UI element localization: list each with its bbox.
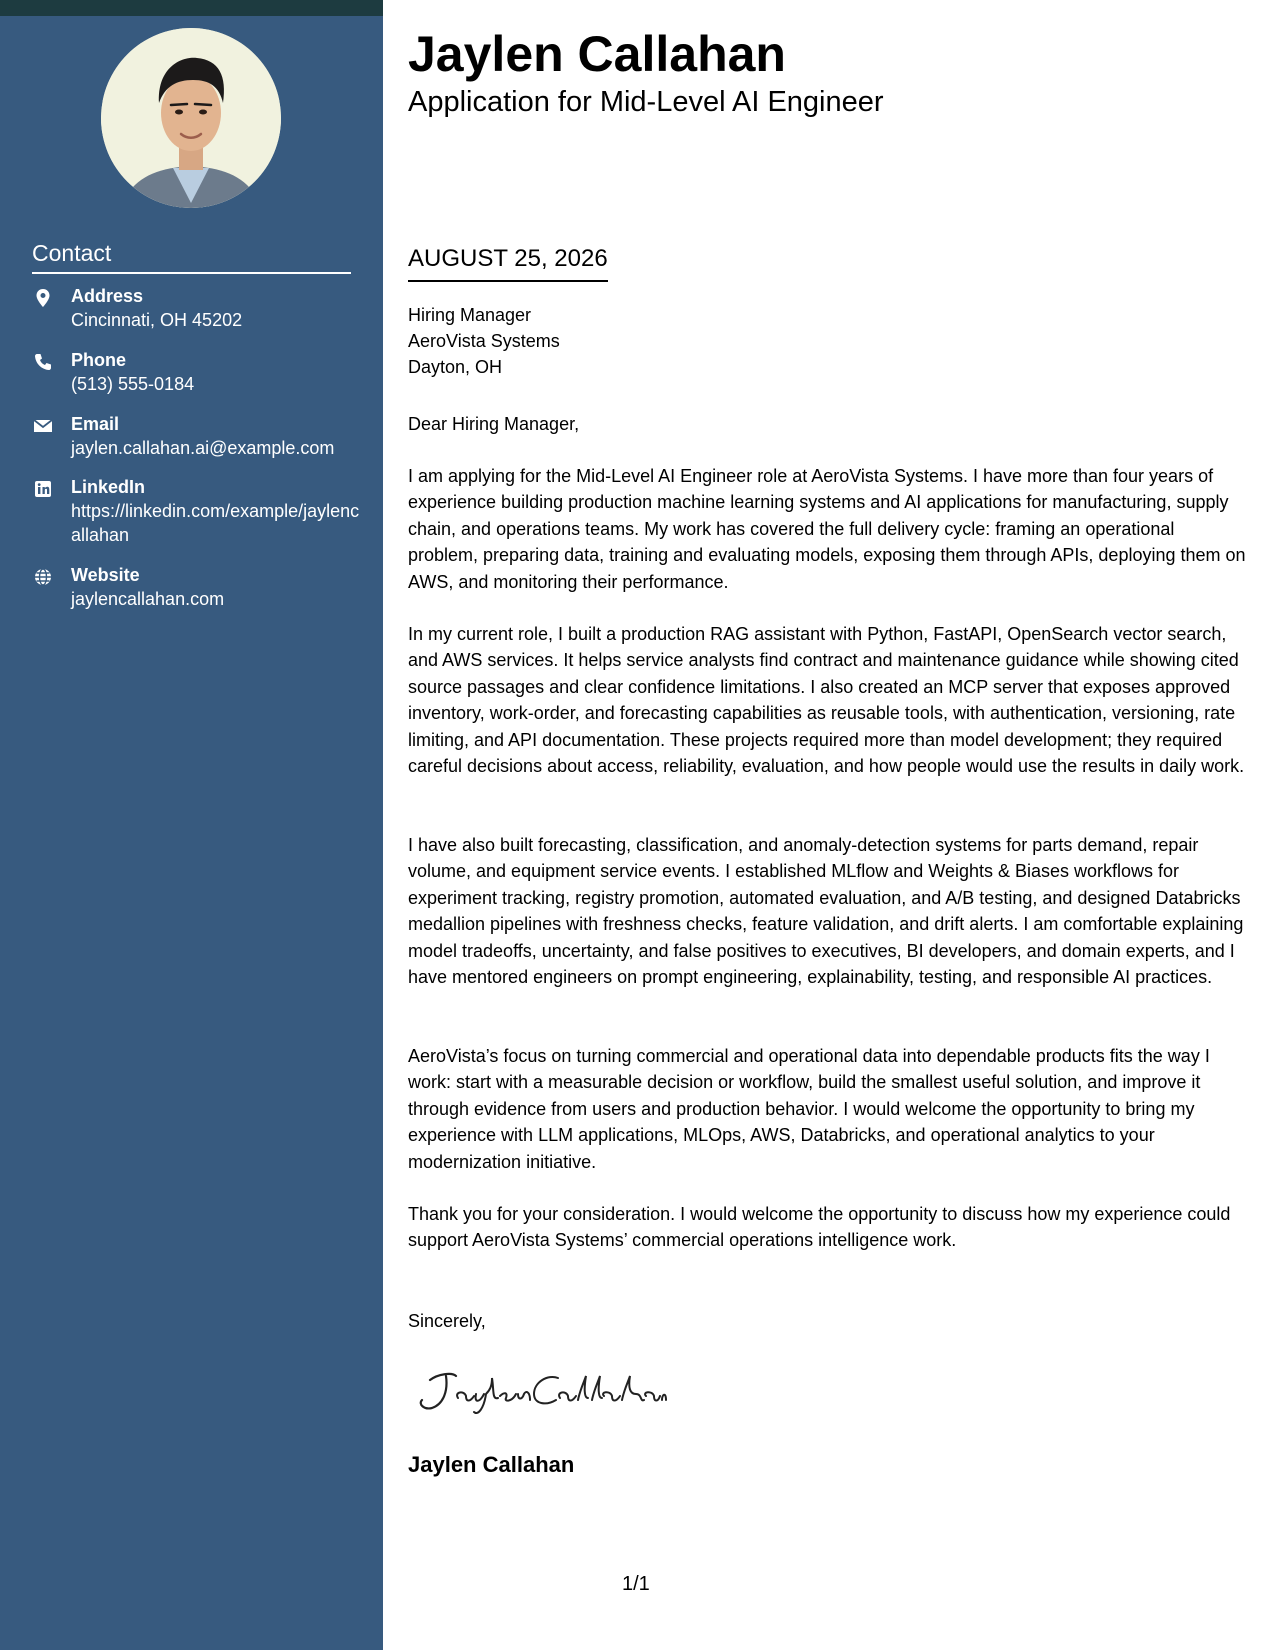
salutation: Dear Hiring Manager,: [408, 414, 580, 434]
globe-icon: [32, 566, 54, 588]
recipient-location: Dayton, OH: [408, 357, 503, 377]
recipient-company: AeroVista Systems: [408, 331, 560, 351]
phone-label: Phone: [71, 350, 127, 370]
application-subtitle: Application for Mid-Level AI Engineer: [408, 86, 884, 118]
address-label: Address: [71, 286, 144, 306]
page-number: 1/1: [622, 1573, 650, 1595]
profile-photo: [101, 28, 281, 208]
applicant-name: Jaylen Callahan: [408, 26, 786, 82]
phone-value: (513) 555-0184: [71, 374, 195, 394]
location-pin-icon: [32, 287, 54, 309]
paragraph-1: I am applying for the Mid-Level AI Engineer role at AeroVista Systems. I have more than four years of experience building production machine learning systems and AI applications for manufacturing, supply chain, and operations teams. My work has covered the full delivery cycle: framing an operational problem, preparing data, training and evaluating models, exposing them through APIs, deploying them on AWS, and monitoring their performance.: [408, 466, 1246, 592]
recipient-title: Hiring Manager: [408, 305, 532, 325]
sidebar-top-bar: [0, 0, 383, 16]
letter-date: AUGUST 25, 2026: [408, 244, 608, 282]
closing: Sincerely,: [408, 1311, 486, 1331]
recipient-block: [408, 302, 560, 380]
signer-name: Jaylen Callahan: [408, 1452, 575, 1477]
address-value: Cincinnati, OH 45202: [71, 310, 243, 330]
website-value[interactable]: jaylencallahan.com: [71, 589, 225, 609]
paragraph-2: In my current role, I built a production RAG assistant with Python, FastAPI, OpenSearch vector search, and AWS services. It helps service analysts find contract and maintenance guidance while showing cited source passages and clear confidence limitations. I also created an MCP server that exposes approved inventory, work-order, and forecasting capabilities as reusable tools, with authentication, versioning, rate limiting, and API documentation. These projects required more than model development; they required careful decisions about access, reliability, evaluation, and how people would use the results in daily work.: [408, 624, 1245, 777]
sidebar: [0, 0, 383, 1650]
paragraph-4: AeroVista’s focus on turning commercial and operational data into dependable products fits the way I work: start with a measurable decision or workflow, build the smallest useful solution, and improve it through evidence from users and production behavior. I would welcome the opportunity to bring my experience with LLM applications, MLOps, AWS, Databricks, and operational analytics to your modernization initiative.: [408, 1046, 1210, 1172]
contact-heading: Contact: [32, 240, 351, 274]
linkedin-icon: [32, 478, 54, 500]
website-label: Website: [71, 565, 140, 585]
email-icon: [32, 415, 54, 437]
phone-icon: [32, 351, 54, 373]
handwritten-signature: [408, 1360, 668, 1420]
email-label: Email: [71, 414, 120, 434]
email-value[interactable]: jaylen.callahan.ai@example.com: [71, 438, 335, 458]
linkedin-label: LinkedIn: [71, 477, 146, 497]
paragraph-3: I have also built forecasting, classification, and anomaly-detection systems for parts demand, repair volume, and equipment service events. I established MLflow and Weights & Biases workflows for experiment tracking, registry promotion, automated evaluation, and A/B testing, and designed Databricks medallion pipelines with freshness checks, feature validation, and drift alerts. I am comfortable explaining model tradeoffs, uncertainty, and false positives to executives, BI developers, and domain experts, and I have mentored engineers on prompt engineering, explainability, testing, and responsible AI practices.: [408, 835, 1244, 988]
linkedin-value[interactable]: https://linkedin.com/example/jaylencallahan: [71, 501, 360, 545]
paragraph-5: Thank you for your consideration. I would welcome the opportunity to discuss how my experience could support AeroVista Systems’ commercial operations intelligence work.: [408, 1204, 1231, 1251]
